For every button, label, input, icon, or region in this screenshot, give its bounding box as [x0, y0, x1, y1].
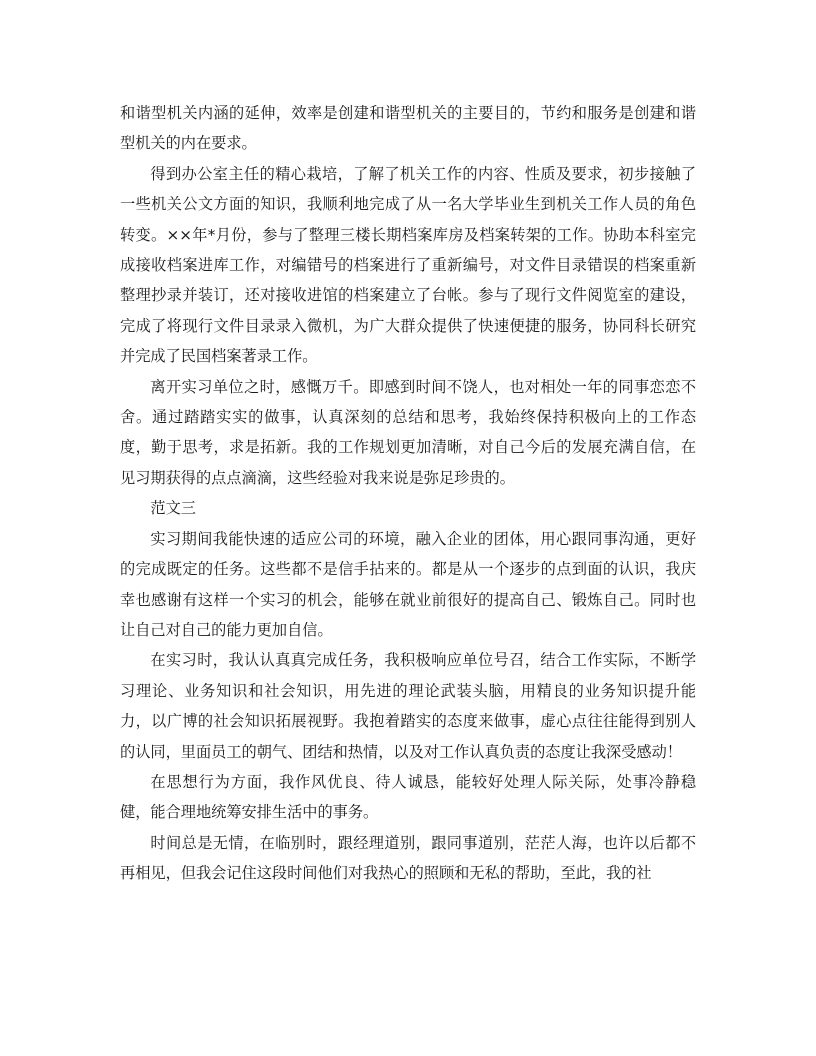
paragraph: 在实习时，我认认真真完成任务，我积极响应单位号召，结合工作实际，不断学习理论、业务知识和社会知识，用先进的理论武装头脑，用精良的业务知识提升能力，以广博的社会知识拓展视野。我抱着踏实的态度来做事，虚心点往往能得到别人的认同，里面员工的朝气、团结和热情，以及对工作认真负责的态度让我深受感动！: [120, 651, 696, 761]
paragraph-continuation: 和谐型机关内涵的延伸，效率是创建和谐型机关的主要目的，节约和服务是创建和谐型机关的内在要求。: [120, 104, 696, 153]
section-heading: 范文三: [150, 499, 196, 518]
document-page: [120, 98, 696, 889]
paragraph: 时间总是无情，在临别时，跟经理道别，跟同事道别，茫茫人海，也许以后都不再相见，但我会记住这段时间他们对我热心的照顾和无私的帮助，至此，我的社: [120, 833, 696, 883]
paragraph: 在思想行为方面，我作风优良、待人诚恳，能较好处理人际关际，处事冷静稳健，能合理地统筹安排生活中的事务。: [120, 772, 696, 822]
paragraph: 得到办公室主任的精心栽培，了解了机关工作的内容、性质及要求，初步接触了一些机关公文方面的知识，我顺利地完成了从一名大学毕业生到机关工作人员的角色转变。××年*月份，参与了整理三楼长期档案库房及档案转架的工作。协助本科室完成接收档案进库工作，对编错号的档案进行了重新编号，对文件目录错误的档案重新整理抄录并装订，还对接收进馆的档案建立了台帐。参与了现行文件阅览室的建设，完成了将现行文件目录录入微机，为广大群众提供了快速便捷的服务，协同科长研究并完成了民国档案著录工作。: [120, 164, 696, 366]
paragraph: 实习期间我能快速的适应公司的环境，融入企业的团体，用心跟同事沟通，更好的完成既定的任务。这些都不是信手拈来的。都是从一个逐步的点到面的认识，我庆幸也感谢有这样一个实习的机会，能够在就业前很好的提高自己、锻炼自己。同时也让自己对自己的能力更加自信。: [120, 529, 696, 639]
paragraph: 离开实习单位之时，感慨万千。即感到时间不饶人，也对相处一年的同事恋恋不舍。通过踏踏实实的做事，认真深刻的总结和思考，我始终保持积极向上的工作态度，勤于思考，求是拓新。我的工作规划更加清晰，对自己今后的发展充满自信，在见习期获得的点点滴滴，这些经验对我来说是弥足珍贵的。: [120, 377, 696, 487]
